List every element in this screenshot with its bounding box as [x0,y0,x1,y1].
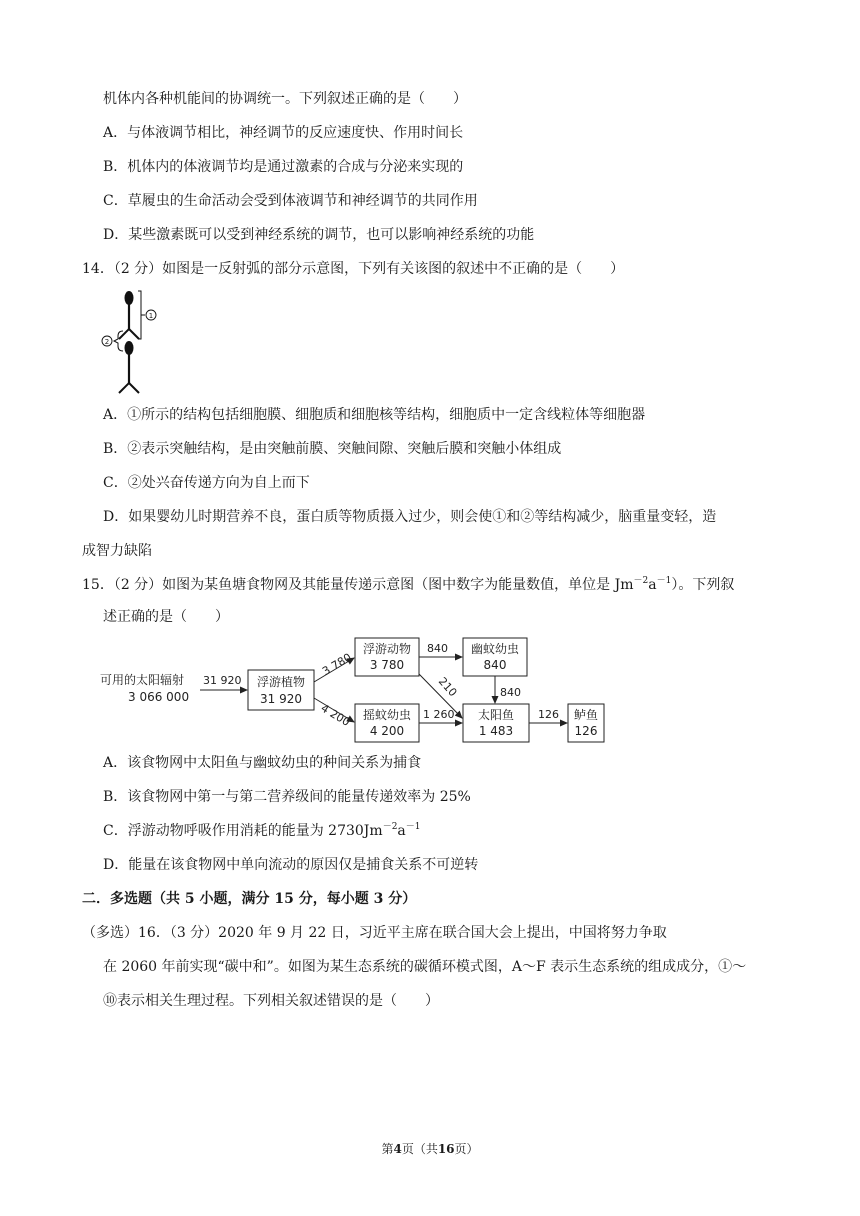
sunfish-value: 1 483 [478,724,514,738]
perch-value: 126 [574,724,598,738]
q15-option-b: B．该食物网中第一与第二营养级间的能量传递效率为 25% [103,789,471,805]
neuron-body-upper [125,291,134,305]
q13-stem-tail: 机体内各种机能间的协调统一。下列叙述正确的是（ ） [103,91,467,107]
q16-stem-line2: 在 2060 年前实现“碳中和”。如图为某生态系统的碳循环模式图，A～F 表示生态系统的组成成分，①～ [103,959,747,975]
reflex-arc-figure [96,283,166,399]
q15-option-a: A．该食物网中太阳鱼与幽蚊幼虫的种间关系为捕食 [103,755,422,771]
shaking-larva-value: 4 200 [369,724,405,738]
q15-option-c: C．浮游动物呼吸作用消耗的能量为 $2730Jm^{-2}a^{-1}$ [103,822,421,839]
sunfish-name: 太阳鱼 [477,708,515,722]
label-plant-to-zoo: 3 780 [320,650,354,679]
q16-stem-line1: （多选）16．（3 分）2020 年 9 月 22 日，习近平主席在联合国大会上提出，中国将努力争取 [82,925,667,941]
label-plant-to-shaking: 4 200 [318,701,353,729]
q15-option-d: D．能量在该食物网中单向流动的原因仅是捕食关系不可逆转 [103,857,479,873]
svg-text:1: 1 [148,312,154,320]
q14-option-d-cont: 成智力缺陷 [82,543,152,559]
q13-option-c: C．草履虫的生命活动会受到体液调节和神经调节的共同作用 [103,193,478,209]
page-footer: 第4页（共16页） [381,1142,479,1156]
q14-option-c: C．②处兴奋传递方向为自上而下 [103,475,310,491]
label-sun-to-plant: 31 920 [203,674,242,687]
neuron-body-lower [125,341,134,355]
source-label: 可用的太阳辐射 [100,673,185,687]
source-value: 3 066 000 [128,690,190,704]
plankton-plant-value: 31 920 [260,692,302,706]
plankton-plant-name: 浮游植物 [256,675,306,689]
label-zoo-to-midge: 840 [427,642,448,655]
label-midge-to-sunfish: 840 [500,686,521,699]
perch-name: 鲈鱼 [573,708,599,722]
shaking-larva-name: 摇蚊幼虫 [362,708,412,722]
label-shaking-to-sunfish: 1 260 [423,708,455,721]
midge-larva-value: 840 [483,658,507,672]
label-zoo-to-sunfish: 210 [435,674,460,700]
svg-text:2: 2 [104,338,110,346]
section-heading: 二．多选题（共 5 小题，满分 15 分，每小题 3 分） [82,891,417,907]
q16-stem-line3: ⑩表示相关生理过程。下列相关叙述错误的是（ ） [103,993,439,1009]
midge-larva-name: 幽蚊幼虫 [470,642,520,656]
q13-option-a: A．与体液调节相比，神经调节的反应速度快、作用时间长 [103,125,464,141]
q15-stem-cont: 述正确的是（ ） [103,609,229,625]
label-sunfish-to-perch: 126 [538,708,559,721]
q14-option-d: D．如果婴幼儿时期营养不良，蛋白质等物质摄入过少，则会使①和②等结构减少，脑重量变轻，造 [103,509,717,525]
zooplankton-value: 3 780 [369,658,405,672]
q13-option-d: D．某些激素既可以受到神经系统的调节，也可以影响神经系统的功能 [103,227,535,243]
q14-option-b: B．②表示突触结构，是由突触前膜、突触间隙、突触后膜和突触小体组成 [103,441,562,457]
q14-stem: 14．（2 分）如图是一反射弧的部分示意图，下列有关该图的叙述中不正确的是（ ） [82,261,625,277]
zooplankton-name: 浮游动物 [362,642,412,656]
q15-stem: 15．（2 分）如图为某鱼塘食物网及其能量传递示意图（图中数字为能量数值，单位是 $Jm^{-2}a^{-1}$）。下列叙 [82,576,735,593]
q14-option-a: A．①所示的结构包括细胞膜、细胞质和细胞核等结构，细胞质中一定含线粒体等细胞器 [103,407,646,423]
food-web-diagram [100,634,620,746]
q13-option-b: B．机体内的体液调节均是通过激素的合成与分泌来实现的 [103,159,464,175]
